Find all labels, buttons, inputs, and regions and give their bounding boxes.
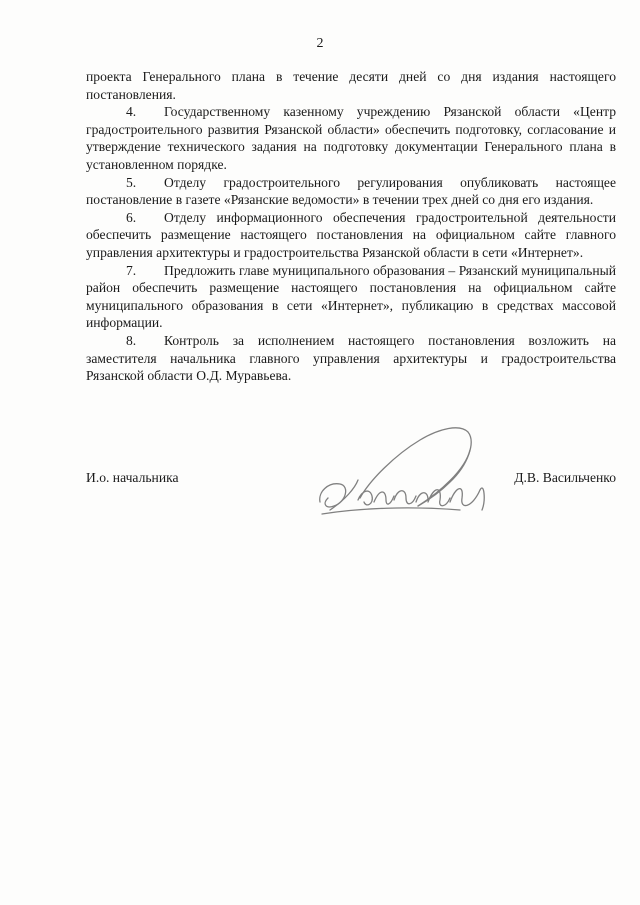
paragraph-text: Отделу информационного обеспечения градостроительной деятельности обеспечить размещение настоящего постановления на официальном сайте главного управления архитектуры и градостроительства Рязанской области в сети «Интернет».: [86, 209, 616, 260]
signature-block: [86, 470, 616, 530]
signatory-name: Д.В. Васильченко: [514, 470, 616, 485]
paragraph-text: Отделу градостроительного регулирования опубликовать настоящее постановление в газете «Рязанские ведомости» в течении трех дней со дня его издания.: [86, 174, 616, 208]
paragraph-continuation: [86, 68, 616, 103]
paragraph-text: Предложить главе муниципального образования – Рязанский муниципальный район обеспечить размещение настоящего постановления на официальном сайте муниципального образования в сети «Интернет», публикацию в средствах массовой информации.: [86, 262, 616, 331]
page-number: 2: [316, 36, 324, 51]
paragraph-7: [86, 262, 616, 332]
paragraph-number: 7.: [126, 262, 137, 278]
paragraph-number: 4.: [126, 104, 137, 120]
paragraph-number: 5.: [126, 174, 137, 190]
paragraph-text: проекта Генерального плана в течение десяти дней со дня издания настоящего постановления.: [86, 69, 616, 102]
paragraph-5: [86, 174, 616, 209]
signatory-title: И.о. начальника: [86, 470, 179, 485]
document-body: [86, 68, 616, 385]
paragraph-8: [86, 332, 616, 385]
paragraph-6: [86, 209, 616, 262]
paragraph-4: [86, 103, 616, 173]
paragraph-number: 6.: [126, 209, 137, 225]
paragraph-text: Государственному казенному учреждению Рязанской области «Центр градостроительного развития Рязанской области» обеспечить подготовку, согласование и утверждение технического задания на подготовку документации Генерального плана в установленном порядке.: [86, 104, 616, 172]
paragraph-number: 8.: [126, 332, 137, 348]
paragraph-text: Контроль за исполнением настоящего постановления возложить на заместителя начальника главного управления архитектуры и градостроительства Рязанской области О.Д. Муравьева.: [86, 332, 616, 384]
